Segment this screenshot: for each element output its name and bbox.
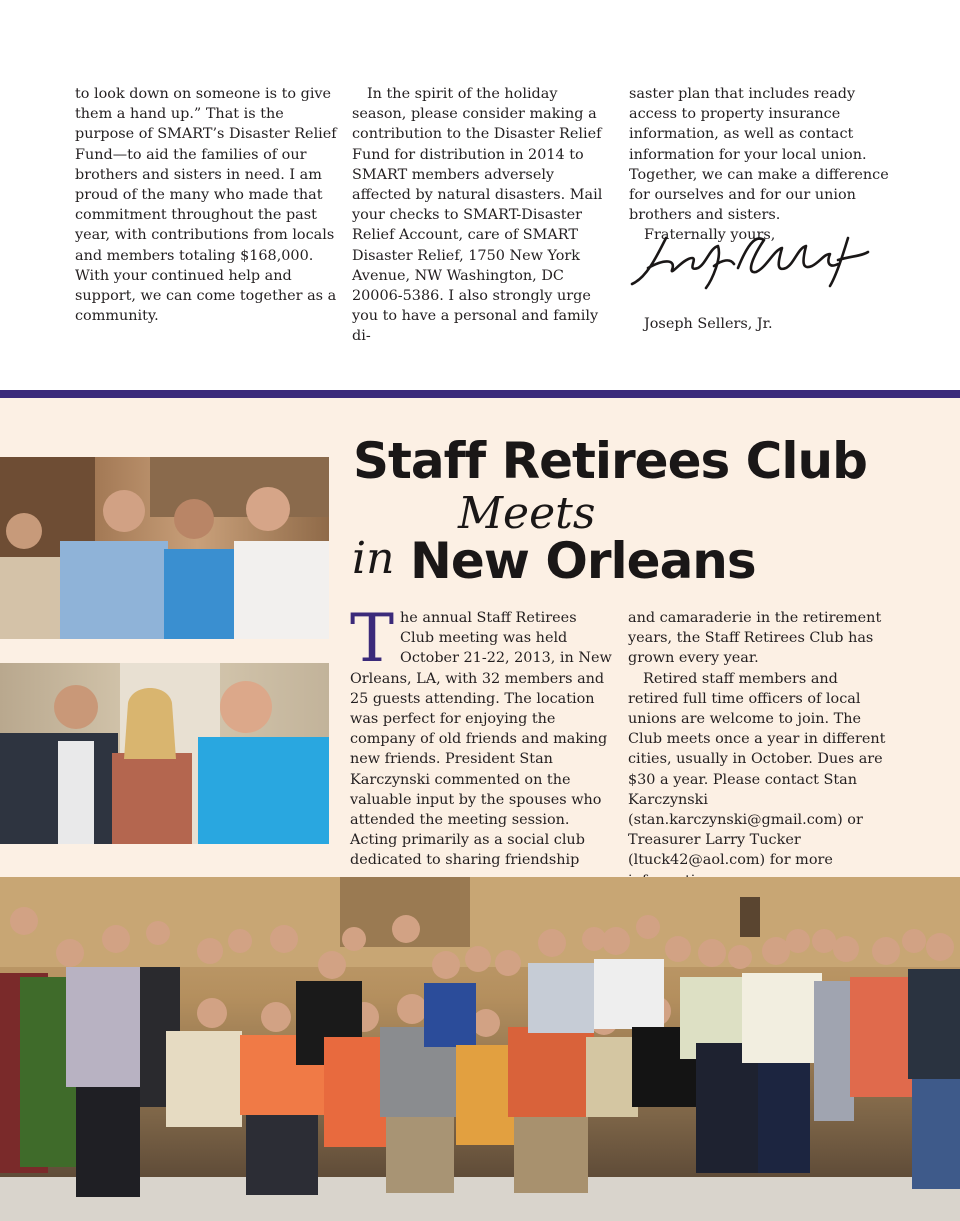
article-paragraph: and camaraderie in the retirement years, the Staff Retirees Club has grown every year. [628, 610, 882, 667]
letter-paragraph: to look down on someone is to give them a hand up.” That is the purpose of SMART’s Disaster Relief Fund—to aid the families of our brothers and sisters in need. I am proud of the many who made that commitment throughout the past year, with contributions from locals and members totaling $168,000. With your continued help and support, we can come together as a community. [75, 86, 337, 325]
letter-column-3 [629, 84, 897, 334]
signature-image [626, 228, 874, 292]
article-title-meets: Meets [458, 488, 596, 539]
article-paragraph [350, 600, 612, 871]
letter-column-2 [352, 84, 614, 347]
article-paragraph-final [628, 669, 890, 891]
letter-signer: Joseph Sellers, Jr. [644, 315, 773, 332]
photo-four-retirees [0, 457, 329, 639]
article-title-in: in [352, 533, 395, 584]
article-column-2 [628, 608, 890, 891]
letter-paragraph: saster plan that includes ready access to property insurance information, as well as contact information for your local union. Together, we can make a difference for ourselves and for our union brothers and sisters. [629, 86, 889, 224]
letter-column-1 [75, 84, 337, 326]
article-text: he annual Staff Retirees Club meeting was held October 21-22, 2013, in New Orleans, LA, with 32 members and 25 guests attending. The location was perfect for enjoying the company of old friends and making new friends. President Stan Karczynski commented on the valuable input by the spouses who attended the meeting session. Acting primarily as a social club dedicated to sharing friendship [350, 610, 612, 869]
article-column-1 [350, 600, 612, 871]
article-title-city: New Orleans [410, 532, 756, 590]
letter-paragraph: In the spirit of the holiday season, please consider making a contribution to the Disaster Relief Fund for distribution in 2014 to SMART members adversely affected by natural disasters. Mail your checks to SMART-Disaster Relief Account, care of SMART Disaster Relief, 1750 New York Avenue, NW Washington, DC 20006-5386. I also strongly urge you to have a personal and family di- [352, 86, 603, 345]
section-divider [0, 390, 960, 398]
photo-three-retirees [0, 663, 329, 844]
photo-group-retirees [0, 877, 960, 1221]
article-text: Retired staff members and retired full time officers of local unions are welcome to join. The Club meets once a year in different cities, usually in October. Dues are $30 a year. Please contact Stan Karczynski (stan.karczynski@gmail.com) or Treasurer Larry Tucker (ltuck42@aol.com) for more [628, 670, 886, 869]
drop-cap: T [350, 600, 395, 677]
article-title: Staff Retirees Club [353, 432, 867, 490]
letter-closing: Fraternally yours, [644, 227, 776, 244]
